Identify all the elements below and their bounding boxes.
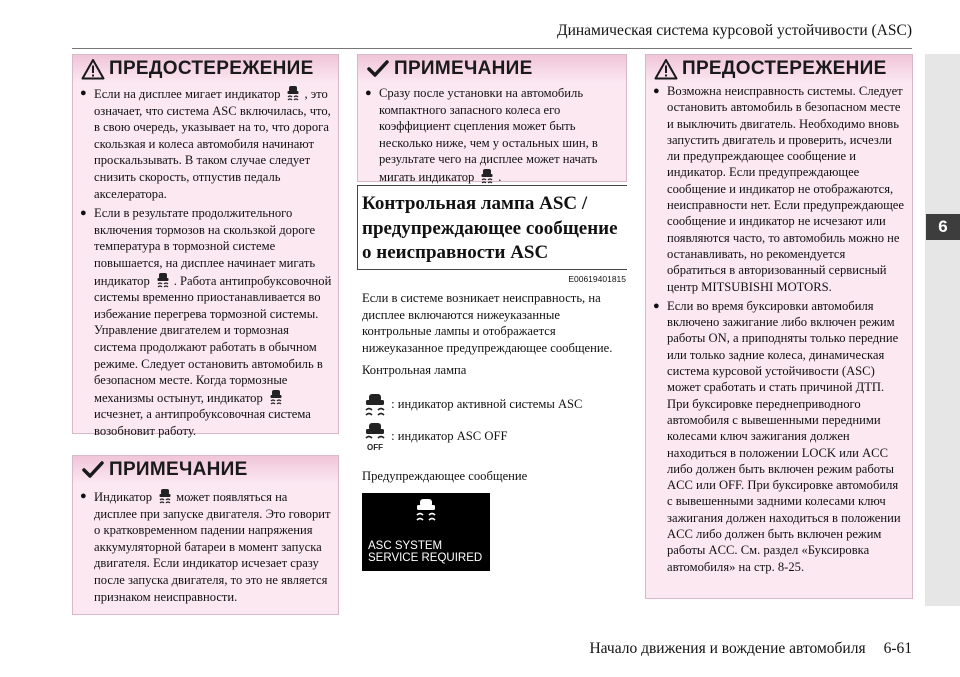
warning-triangle-icon xyxy=(81,58,105,80)
asc-car-icon xyxy=(269,389,283,405)
section-intro: Если в системе возникает неисправность, на дисплее включаются нижеуказанные контрольные лампы и отображается нижеуказанное предупреждающее сообщение. xyxy=(362,291,613,355)
warning-message-display xyxy=(362,493,490,571)
warning-heading: Предупреждающее сообщение xyxy=(362,469,528,483)
left-note-box xyxy=(72,455,339,615)
warning-triangle-icon xyxy=(654,58,678,80)
note-bullet: ● Индикатор может появляться на дисплее при запуске двигателя. Это говорит о кратковременном падении напряжения аккумуляторной батареи в момент запуска двигателя. Если индикатор исчезает сразу после запуска двигателя, то это не является признаком неисправности. xyxy=(80,488,332,605)
asc-car-icon xyxy=(362,392,388,418)
caution-title: ПРЕДОСТЕРЕЖЕНИЕ xyxy=(109,58,314,79)
lamp-row-asc-active xyxy=(362,392,632,418)
asc-car-icon xyxy=(480,168,494,184)
asc-car-icon xyxy=(158,488,172,504)
lamp-label: : индикатор ASC OFF xyxy=(391,428,508,443)
asc-off-icon xyxy=(362,422,388,452)
left-caution-box xyxy=(72,54,339,438)
asc-car-icon xyxy=(156,272,170,288)
footer-section: Начало движения и вождение автомобиля xyxy=(589,640,866,657)
caution-bullet: ● Если во время буксировки автомобиля включено зажигание либо включен режим работы ON, а приподняты только передние или только задние колеса, динамическая система курсовой устойчивости (ASC) может сработать и стать причиной ДТП. При буксировке переднеприводного автомобиля с вывешенными передними колесами ключ зажигания должен находиться в положении LOCK или ACC либо должен быть включен режим работы ACC или OFF. При буксировке автомобиля с вывешенными задними колесами ключ зажигания должен находиться в положении ACC либо должен быть включен режим работы ACC. См. раздел «Буксировка автомобиля» на стр. 8-25. xyxy=(653,298,906,575)
note-title: ПРИМЕЧАНИЕ xyxy=(394,58,533,79)
asc-off-icon-text: OFF xyxy=(367,443,383,452)
section-title: Контрольная лампа ASC / предупреждающее сообщение о неисправности ASC xyxy=(362,193,618,263)
warning-line-2: SERVICE REQUIRED xyxy=(368,552,483,564)
header-divider xyxy=(72,48,912,49)
note-check-icon xyxy=(366,58,390,80)
page-footer xyxy=(540,640,912,658)
asc-car-icon xyxy=(286,85,300,101)
note-bullet: ● Сразу после установки на автомобиль компактного запасного колеса его коэффициент сцепления может быть несколько ниже, чем у остальных шин, в результате чего на дисплее может начать мигать индикатор . xyxy=(365,85,620,186)
caution-bullet: ● Если в результате продолжительного включения тормозов на скользкой дороге температура в тормозной системе повышается, на дисплее начинает мигать индикатор . Работа антипробуксовочной системы временно приостанавливается во избежание перегрева тормозной системы. Управление двигателем и тормозная система продолжают работать в обычном режиме. Следует остановить автомобиль в безопасном месте. Когда тормозные механизмы остынут, индикаторисчезнет, а антипробуксовочная система возобновит работу. xyxy=(80,205,332,439)
chapter-number-badge: 6 xyxy=(926,214,960,240)
page-number: 6-61 xyxy=(883,640,912,657)
lamp-label: : индикатор активной системы ASC xyxy=(391,396,583,411)
page-header-title: Динамическая система курсовой устойчивости (ASC) xyxy=(557,22,912,39)
caution-bullet: ● Если на дисплее мигает индикатор , это означает, что система ASC включилась, что, в свою очередь, указывает на то, что дорога скользкая и колеса автомобиля начинают проскальзывать. В таком случае следует снизить скорость, отпустив педаль акселератора. xyxy=(80,85,332,202)
right-caution-box xyxy=(645,54,913,599)
caution-bullet: ● Возможна неисправность системы. Следует остановить автомобиль в безопасном месте и выключить двигатель. Необходимо вновь запустить двигатель и проверить, исчезли ли предупреждающее сообщение и индикатор. Если предупреждающее сообщение и индикатор не отображаются, неисправности нет. Если предупреждающее сообщение и индикатор не исчезают или появляются часто, то автомобиль можно не останавливать, но рекомендуется обратиться в авторизованный сервисный центр MITSUBISHI MOTORS. xyxy=(653,83,906,295)
note-title: ПРИМЕЧАНИЕ xyxy=(109,459,248,480)
chapter-side-tab xyxy=(925,54,960,606)
mid-note-box xyxy=(357,54,627,182)
asc-car-icon xyxy=(414,498,438,524)
lamp-heading: Контрольная лампа xyxy=(362,363,467,377)
note-check-icon xyxy=(81,459,105,481)
section-code: E00619401815 xyxy=(568,274,626,284)
lamp-row-asc-off xyxy=(362,422,632,452)
caution-title: ПРЕДОСТЕРЕЖЕНИЕ xyxy=(682,58,887,79)
warning-line-1: ASC SYSTEM xyxy=(368,540,443,552)
